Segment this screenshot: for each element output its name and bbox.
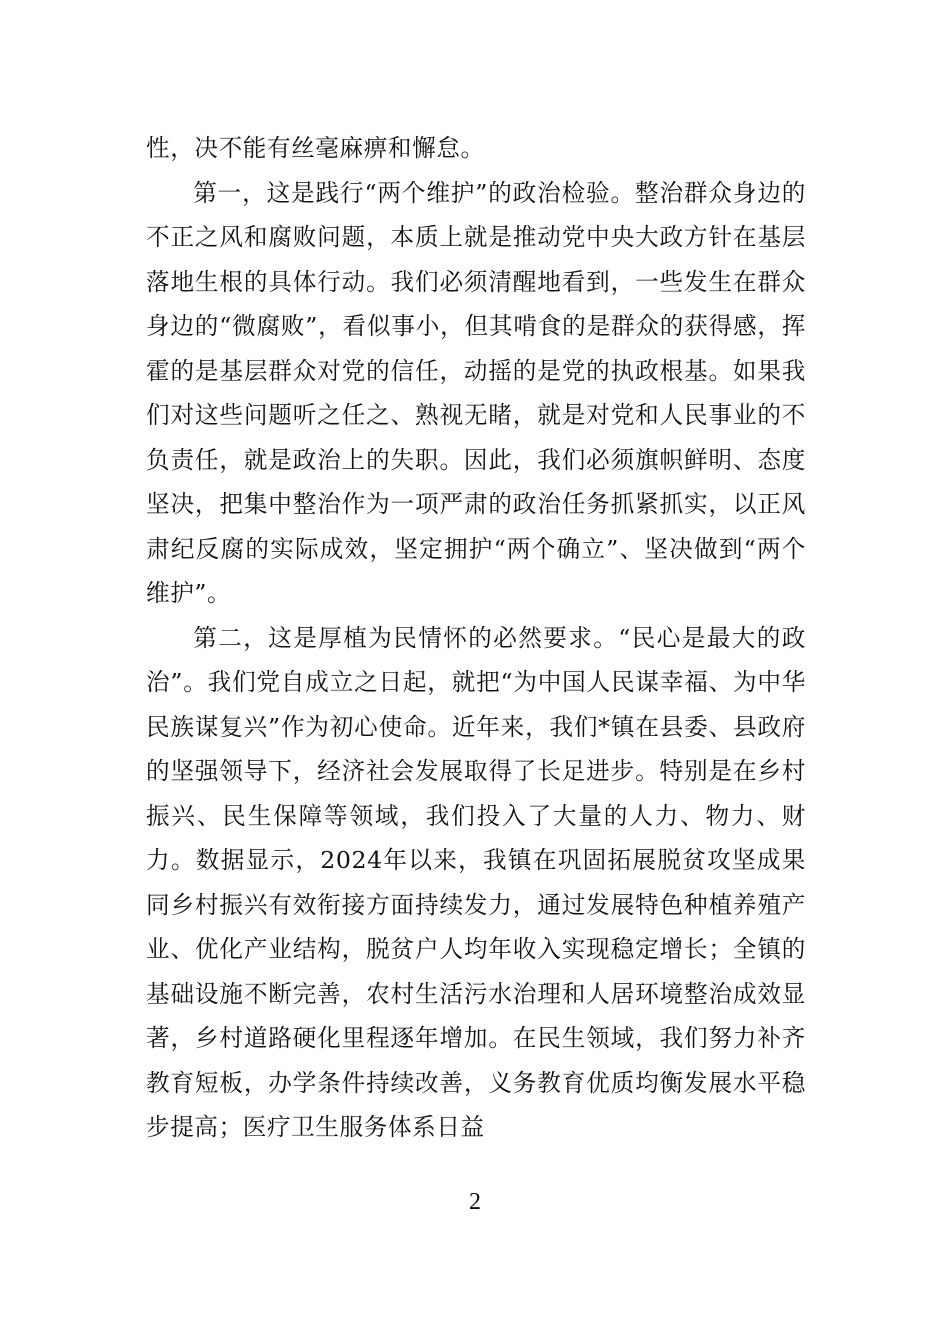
paragraph-first-point: 第一，这是践行“两个维护”的政治检验。整治群众身边的不正之风和腐败问题，本质上就是推动党中央大政方针在基层落地生根的具体行动。我们必须清醒地看到，一些发生在群众身边的“微腐败”，看似事小，但其啃食的是群众的获得感，挥霍的是基层群众对党的信任，动摇的是党的执政根基。如果我们对这些问题听之任之、熟视无睹，就是对党和人民事业的不负责任，就是政治上的失职。因此，我们必须旗帜鲜明、态度坚决，把集中整治作为一项严肃的政治任务抓紧抓实，以正风肃纪反腐的实际成效，坚定拥护“两个确立”、坚决做到“两个维护”。 bbox=[146, 178, 806, 607]
paragraph-second-point: 第二，这是厚植为民情怀的必然要求。“民心是最大的政治”。我们党自成立之日起，就把“为中国人民谋幸福、为中华民族谋复兴”作为初心使命。近年来，我们*镇在县委、县政府的坚强领导下，经济社会发展取得了长足进步。特别是在乡村振兴、民生保障等领域，我们投入了大量的人力、物力、财力。数据显示，2024年以来，我镇在巩固拓展脱贫攻坚成果同乡村振兴有效衔接方面持续发力，通过发展特色种植养殖产业、优化产业结构，脱贫户人均年收入实现稳定增长；全镇的基础设施不断完善，农村生活污水治理和人居环境整治成效显著，乡村道路硬化里程逐年增加。在民生领域，我们努力补齐教育短板，办学条件持续改善，义务教育优质均衡发展水平稳步提高；医疗卫生服务体系日益 bbox=[146, 623, 806, 1141]
page-number: 2 bbox=[469, 1189, 481, 1215]
body-text bbox=[146, 126, 806, 1150]
paragraph-continuation: 性，决不能有丝毫麻痹和懈怠。 bbox=[146, 134, 485, 162]
